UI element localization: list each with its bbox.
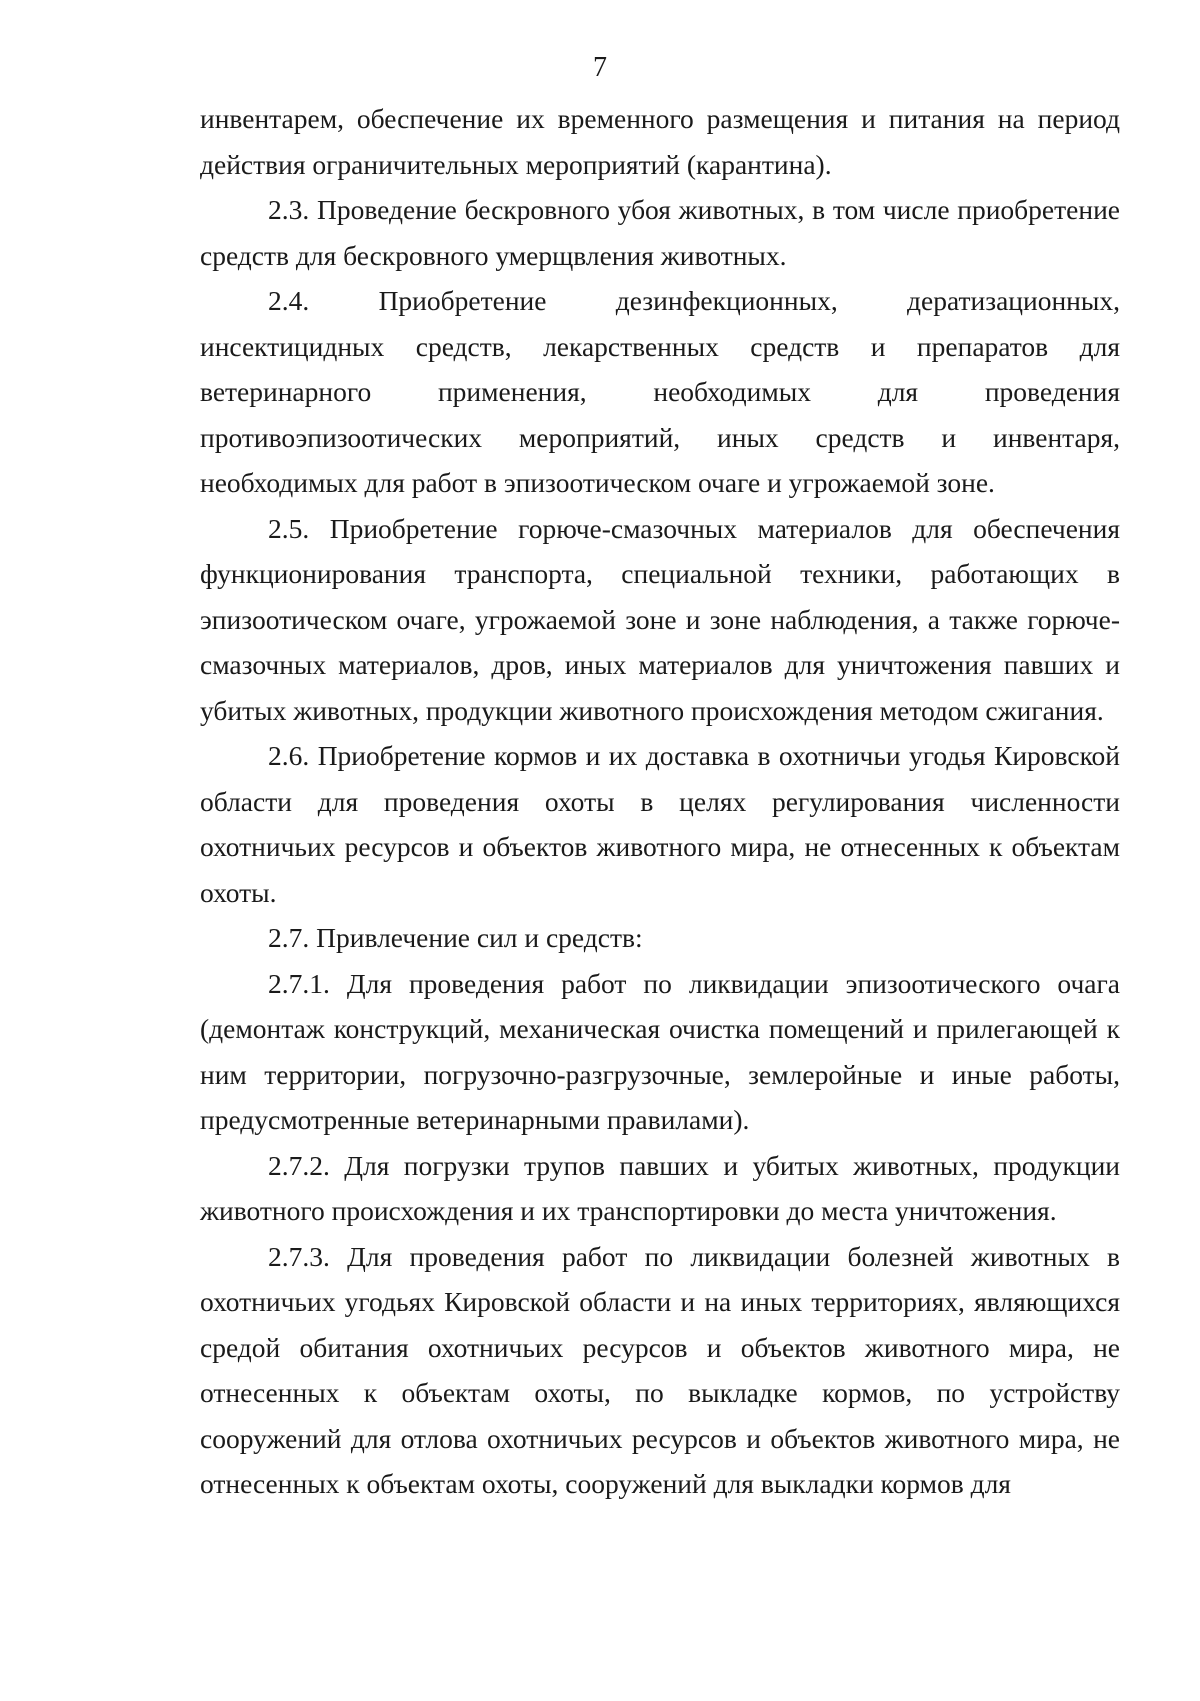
paragraph-2-7-3: 2.7.3. Для проведения работ по ликвидации болезней животных в охотничьих угодьях Кировской области и на иных территориях, являющихся средой обитания охотничьих ресурсов и объектов животного мира, не отнесенных к объектам охоты, по выкладке кормов, по устройству сооружений для отлова охотничьих ресурсов и объектов животного мира, не отнесенных к объектам охоты, сооружений для выкладки кормов для: [200, 1240, 1120, 1499]
paragraph-continuation: инвентарем, обеспечение их временного размещения и питания на период действия ограничительных мероприятий (карантина).: [200, 103, 1120, 180]
paragraph-2-3: 2.3. Проведение бескровного убоя животных, в том числе приобретение средств для бескровного умерщвления животных.: [200, 194, 1120, 271]
document-body: [200, 96, 1120, 1507]
paragraph-2-7-2: 2.7.2. Для погрузки трупов павших и убитых животных, продукции животного происхождения и их транспортировки до места уничтожения.: [200, 1149, 1120, 1226]
paragraph-2-7-1: 2.7.1. Для проведения работ по ликвидации эпизоотического очага (демонтаж конструкций, механическая очистка помещений и прилегающей к ним территории, погрузочно-разгрузочные, землеройные и иные работы, предусмотренные ветеринарными правилами).: [200, 967, 1120, 1135]
paragraph-2-7: 2.7. Привлечение сил и средств:: [268, 922, 643, 953]
paragraph-2-4: 2.4. Приобретение дезинфекционных, дератизационных, инсектицидных средств, лекарственных средств и препаратов для ветеринарного применения, необходимых для проведения противоэпизоотических мероприятий, иных средств и инвентаря, необходимых для работ в эпизоотическом очаге и угрожаемой зоне.: [200, 285, 1120, 498]
paragraph-2-6: 2.6. Приобретение кормов и их доставка в охотничьи угодья Кировской области для проведения охоты в целях регулирования численности охотничьих ресурсов и объектов животного мира, не отнесенных к объектам охоты.: [200, 740, 1120, 908]
paragraph-2-5: 2.5. Приобретение горюче-смазочных материалов для обеспечения функционирования транспорта, специальной техники, работающих в эпизоотическом очаге, угрожаемой зоне и зоне наблюдения, а также горюче-смазочных материалов, дров, иных материалов для уничтожения павших и убитых животных, продукции животного происхождения методом сжигания.: [200, 512, 1120, 726]
page-number: 7: [593, 52, 607, 83]
